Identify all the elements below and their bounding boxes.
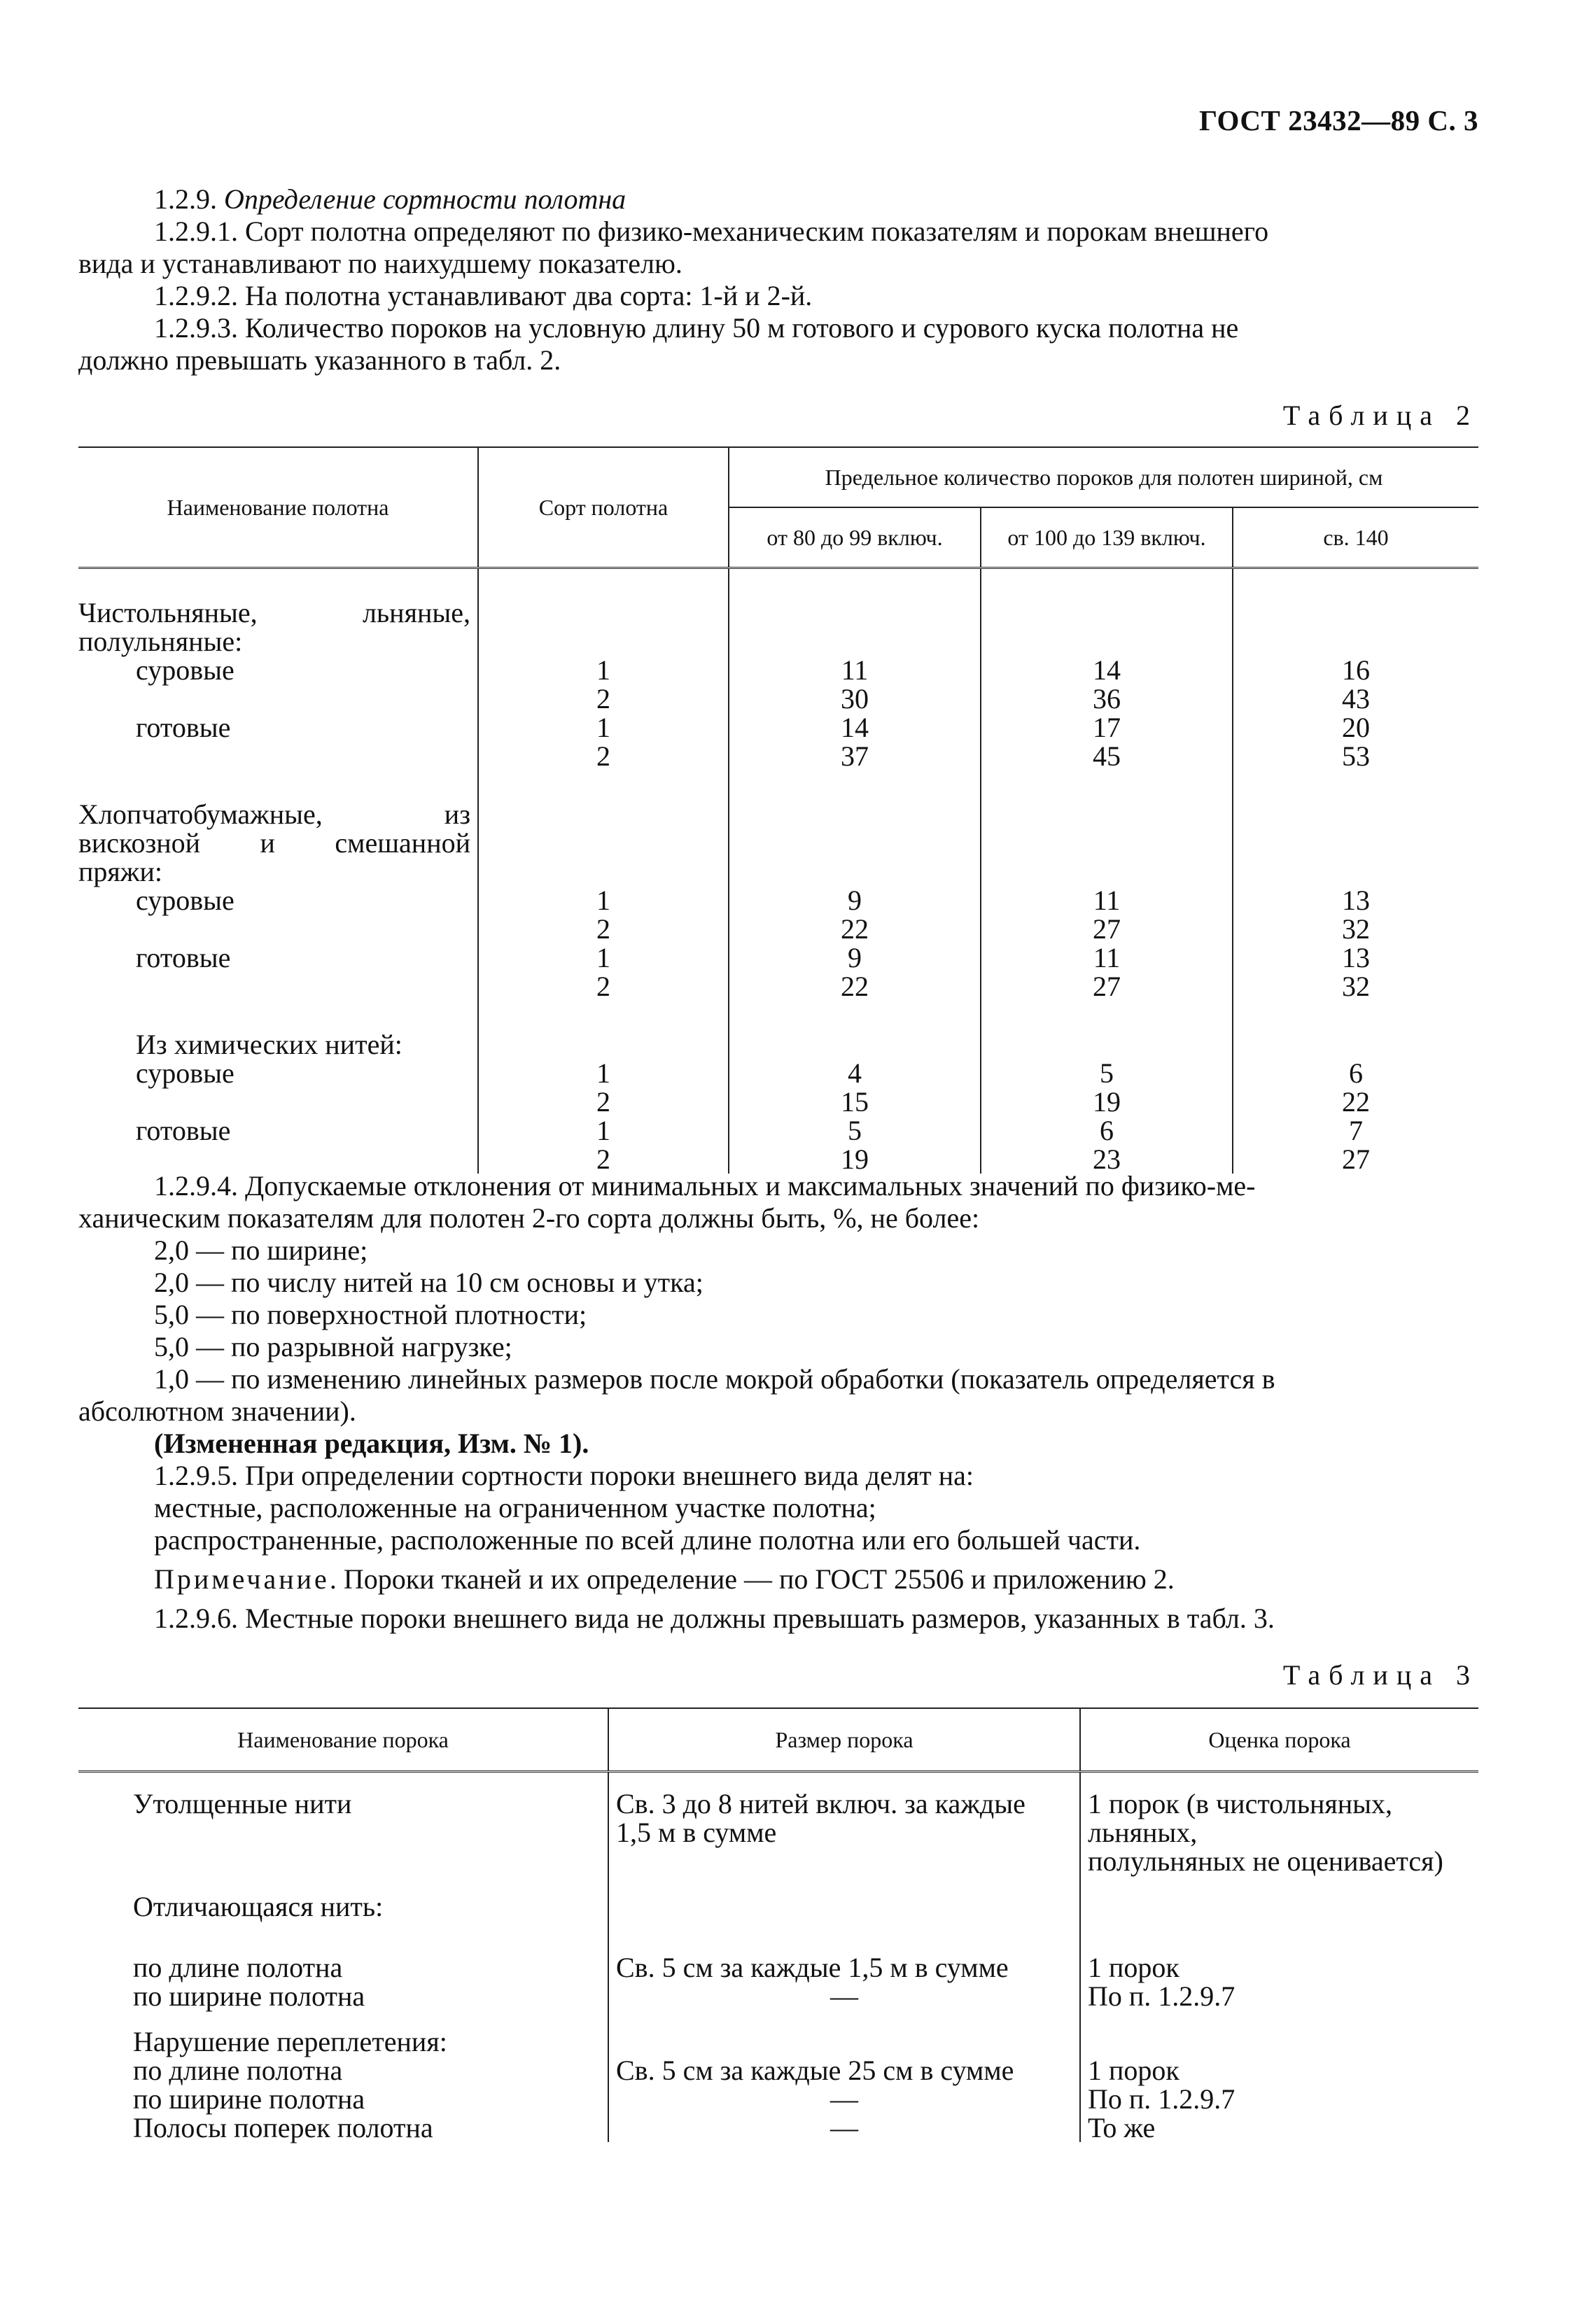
cell-defect-eval: 1 порок: [1088, 2055, 1180, 2086]
table-row: [78, 972, 1478, 1001]
cell-line: 1 порок (в чистольняных, льняных,: [1088, 1788, 1393, 1848]
cell-defect-group: Отличающаяся нить:: [78, 1892, 608, 1921]
paragraph-1-2-9-6: 1.2.9.6. Местные пороки внешнего вида не должны превышать размеров, указанных в табл. 3.: [154, 1603, 1275, 1634]
table-row: [78, 1145, 1478, 1174]
cell-defect-name: по длине полотна: [78, 2056, 608, 2085]
defect-type-local: местные, расположенные на ограниченном участке полотна;: [154, 1492, 876, 1523]
cell-value: 15: [841, 1086, 869, 1118]
paragraph-1-2-9-4: [78, 1170, 1478, 1202]
cell-value: 45: [981, 742, 1233, 770]
table-row: [78, 2085, 1478, 2113]
row-label: готовые: [136, 1115, 231, 1146]
cell-value: 13: [1342, 942, 1370, 973]
table-row: [78, 713, 1478, 742]
col-header-defect-eval: Оценка порока: [1080, 1708, 1478, 1772]
cell-defect-eval: 1 порок: [1088, 1952, 1180, 1983]
col-header-defect-name: Наименование порока: [78, 1708, 608, 1772]
table-row: [78, 800, 1478, 886]
group-name-line: полульняные:: [78, 626, 243, 657]
cell-defect-size: [608, 1789, 1080, 1875]
table-row: [78, 598, 1478, 656]
group-name-line: Чистольняные, льняные,: [78, 597, 470, 628]
cell-value: 9: [848, 942, 862, 973]
cell-defect-name: Утолщенные нити: [78, 1789, 608, 1875]
paragraph-1-2-9-5: 1.2.9.5. При определении сортности пороки внешнего вида делят на:: [154, 1460, 974, 1491]
cell-defect-eval: По п. 1.2.9.7: [1088, 1980, 1236, 2012]
group-name-line: пряжи:: [78, 856, 162, 887]
cell-value: 5: [981, 1059, 1233, 1087]
cell-sort: 2: [478, 1145, 729, 1174]
intro-paragraphs: [78, 183, 1478, 376]
paragraph-1-2-9-4-cont: ханическим показателям для полотен 2-го сорта должны быть, %, не более:: [78, 1202, 980, 1234]
cell-sort: 1: [478, 1116, 729, 1145]
paragraph-text: На полотна устанавливают два сорта: 1-й и 2-й.: [245, 280, 813, 311]
paragraph-text: Количество пороков на условную длину 50 м готового и сурового куска полотна не: [245, 312, 1239, 344]
col-header-name: Наименование полотна: [78, 447, 478, 568]
table-3: [78, 1707, 1478, 2142]
deviation-item: 5,0 — по поверхностной плотности;: [154, 1299, 587, 1330]
cell-sort: 2: [478, 972, 729, 1001]
cell-sort: 1: [478, 1059, 729, 1087]
cell-defect-name: по ширине полотна: [78, 2085, 608, 2113]
section-title: Определение сортности полотна: [224, 183, 626, 215]
group-name-line: Хлопчатобумажные, из: [78, 798, 470, 830]
cell-value: 17: [981, 713, 1233, 742]
cell-sort: 1: [478, 656, 729, 684]
cell-value: 53: [1342, 740, 1370, 772]
cell-value: 32: [1342, 913, 1370, 945]
cell-sort: 2: [478, 742, 729, 770]
cell-value: 22: [841, 971, 869, 1002]
table-row: [78, 1087, 1478, 1116]
col-header-width-2: от 100 до 139 включ.: [981, 507, 1233, 568]
section-number: 1.2.9.: [154, 183, 217, 215]
cell-sort: 1: [478, 713, 729, 742]
cell-value: 36: [981, 684, 1233, 713]
deviation-item: 5,0 — по разрывной нагрузке;: [154, 1331, 512, 1362]
cell-value: 5: [848, 1115, 862, 1146]
table-row: [78, 1789, 1478, 1875]
amendment-note: (Измененная редакция, Изм. № 1).: [154, 1428, 589, 1459]
row-label: суровые: [136, 885, 234, 916]
cell-value: 6: [1349, 1057, 1363, 1089]
table-row: [78, 1982, 1478, 2010]
cell-defect-name: по длине полотна: [78, 1953, 608, 1982]
table-row: [78, 886, 1478, 915]
col-header-limit: Предельное количество пороков для полотен шириной, см: [729, 447, 1478, 507]
cell-value: 19: [841, 1143, 869, 1175]
cell-value: 43: [1342, 683, 1370, 714]
group-name: [78, 800, 478, 886]
table-row: [78, 1059, 1478, 1087]
cell-value: 4: [848, 1057, 862, 1089]
cell-value: 11: [981, 886, 1233, 915]
cell-value: 9: [848, 885, 862, 916]
cell-value: 11: [841, 654, 869, 686]
row-label: суровые: [136, 654, 234, 686]
table-row: [78, 742, 1478, 770]
cell-value: 7: [1349, 1115, 1363, 1146]
cell-sort: 2: [478, 1087, 729, 1116]
paragraph-number: 1.2.9.4.: [154, 1170, 238, 1202]
group-name: [78, 598, 478, 656]
deviation-item-cont: абсолютном значении).: [78, 1395, 356, 1427]
cell-sort: 2: [478, 684, 729, 713]
cell-line: полульняных не оценивается): [1088, 1845, 1443, 1877]
cell-value: 16: [1342, 654, 1370, 686]
cell-value: 11: [981, 943, 1233, 972]
note-text: . Пороки тканей и их определение — по ГОСТ 25506 и приложению 2.: [329, 1563, 1175, 1595]
paragraph-1-2-9-1: [78, 216, 1478, 248]
section-1-2-9: [78, 183, 1478, 216]
cell-line: 1,5 м в сумме: [616, 1817, 777, 1848]
col-header-defect-size: Размер порока: [608, 1708, 1080, 1772]
cell-defect-group: Нарушение переплетения:: [78, 2027, 608, 2056]
deviation-item: 1,0 — по изменению линейных размеров после мокрой обработки (показатель определяется в: [154, 1363, 1275, 1395]
table-row: [78, 684, 1478, 713]
cell-sort: 1: [478, 943, 729, 972]
cell-defect-size: Св. 5 см за каждые 25 см в сумме: [608, 2056, 1080, 2085]
group-name-line: Из химических нитей:: [136, 1029, 402, 1060]
table-row: [78, 1116, 1478, 1145]
cell-defect-name: по ширине полотна: [78, 1982, 608, 2010]
group-name: [78, 1030, 478, 1059]
row-label: готовые: [136, 712, 231, 743]
cell-defect-eval: То же: [1088, 2112, 1156, 2143]
table-row: [78, 2027, 1478, 2056]
cell-defect-eval: [1080, 1789, 1478, 1875]
deviation-item: 2,0 — по числу нитей на 10 см основы и утка;: [154, 1267, 704, 1298]
col-header-sort: Сорт полотна: [478, 447, 729, 568]
table-row: [78, 1030, 1478, 1059]
cell-value: 23: [981, 1145, 1233, 1174]
page-header: ГОСТ 23432—89 С. 3: [1198, 104, 1478, 136]
cell-value: 6: [981, 1116, 1233, 1145]
table-row: [78, 1953, 1478, 1982]
paragraph-number: 1.2.9.2.: [154, 280, 238, 311]
row-label: суровые: [136, 1057, 234, 1089]
middle-paragraphs: [78, 1170, 1478, 1635]
table-3-label: Таблица 3: [1282, 1659, 1478, 1691]
group-name-line: вискозной и смешанной: [78, 827, 470, 859]
deviation-item: 2,0 — по ширине;: [154, 1234, 368, 1266]
cell-value: 20: [1342, 712, 1370, 743]
col-header-width-3: св. 140: [1233, 507, 1478, 568]
defect-type-spread: распространенные, расположенные по всей длине полотна или его большей части.: [154, 1524, 1141, 1556]
table-2: [78, 446, 1478, 1174]
cell-sort: 2: [478, 915, 729, 943]
paragraph-1-2-9-3: [78, 312, 1478, 344]
col-header-width-1: от 80 до 99 включ.: [729, 507, 981, 568]
cell-defect-size: Св. 5 см за каждые 1,5 м в сумме: [608, 1953, 1080, 1982]
cell-defect-size: —: [608, 1982, 1080, 2010]
paragraph-text: Сорт полотна определяют по физико-механическим показателям и порокам внешнего: [245, 216, 1269, 247]
paragraph-1-2-9-1-cont: вида и устанавливают по наихудшему показателю.: [78, 248, 682, 279]
cell-value: 37: [841, 740, 869, 772]
cell-value: 14: [981, 656, 1233, 684]
cell-sort: 1: [478, 886, 729, 915]
note-label: Примечание: [154, 1563, 330, 1595]
cell-value: 27: [981, 972, 1233, 1001]
table-row: [78, 2056, 1478, 2085]
cell-value: 30: [841, 683, 869, 714]
cell-value: 27: [981, 915, 1233, 943]
row-label: готовые: [136, 942, 231, 973]
paragraph-number: 1.2.9.3.: [154, 312, 238, 344]
table-row: [78, 656, 1478, 684]
cell-line: Св. 3 до 8 нитей включ. за каждые: [616, 1788, 1026, 1819]
paragraph-1-2-9-2: [78, 280, 1478, 312]
table-row: [78, 915, 1478, 943]
paragraph-number: 1.2.9.1.: [154, 216, 238, 247]
cell-value: 27: [1342, 1143, 1370, 1175]
cell-value: 13: [1342, 885, 1370, 916]
cell-defect-size: —: [608, 2113, 1080, 2142]
cell-value: 32: [1342, 971, 1370, 1002]
cell-defect-name: Полосы поперек полотна: [78, 2113, 608, 2142]
cell-defect-eval: По п. 1.2.9.7: [1088, 2083, 1236, 2115]
paragraph-1-2-9-3-cont: должно превышать указанного в табл. 2.: [78, 344, 561, 376]
table-row: [78, 2113, 1478, 2142]
cell-value: 22: [841, 913, 869, 945]
cell-defect-size: —: [608, 2085, 1080, 2113]
cell-value: 14: [841, 712, 869, 743]
table-row: [78, 943, 1478, 972]
paragraph-text: Допускаемые отклонения от минимальных и максимальных значений по физико-ме-: [245, 1170, 1256, 1202]
cell-value: 22: [1342, 1086, 1370, 1118]
note: [78, 1563, 1478, 1596]
table-row: [78, 1892, 1478, 1921]
cell-value: 19: [981, 1087, 1233, 1116]
table-2-label: Таблица 2: [1282, 400, 1478, 431]
